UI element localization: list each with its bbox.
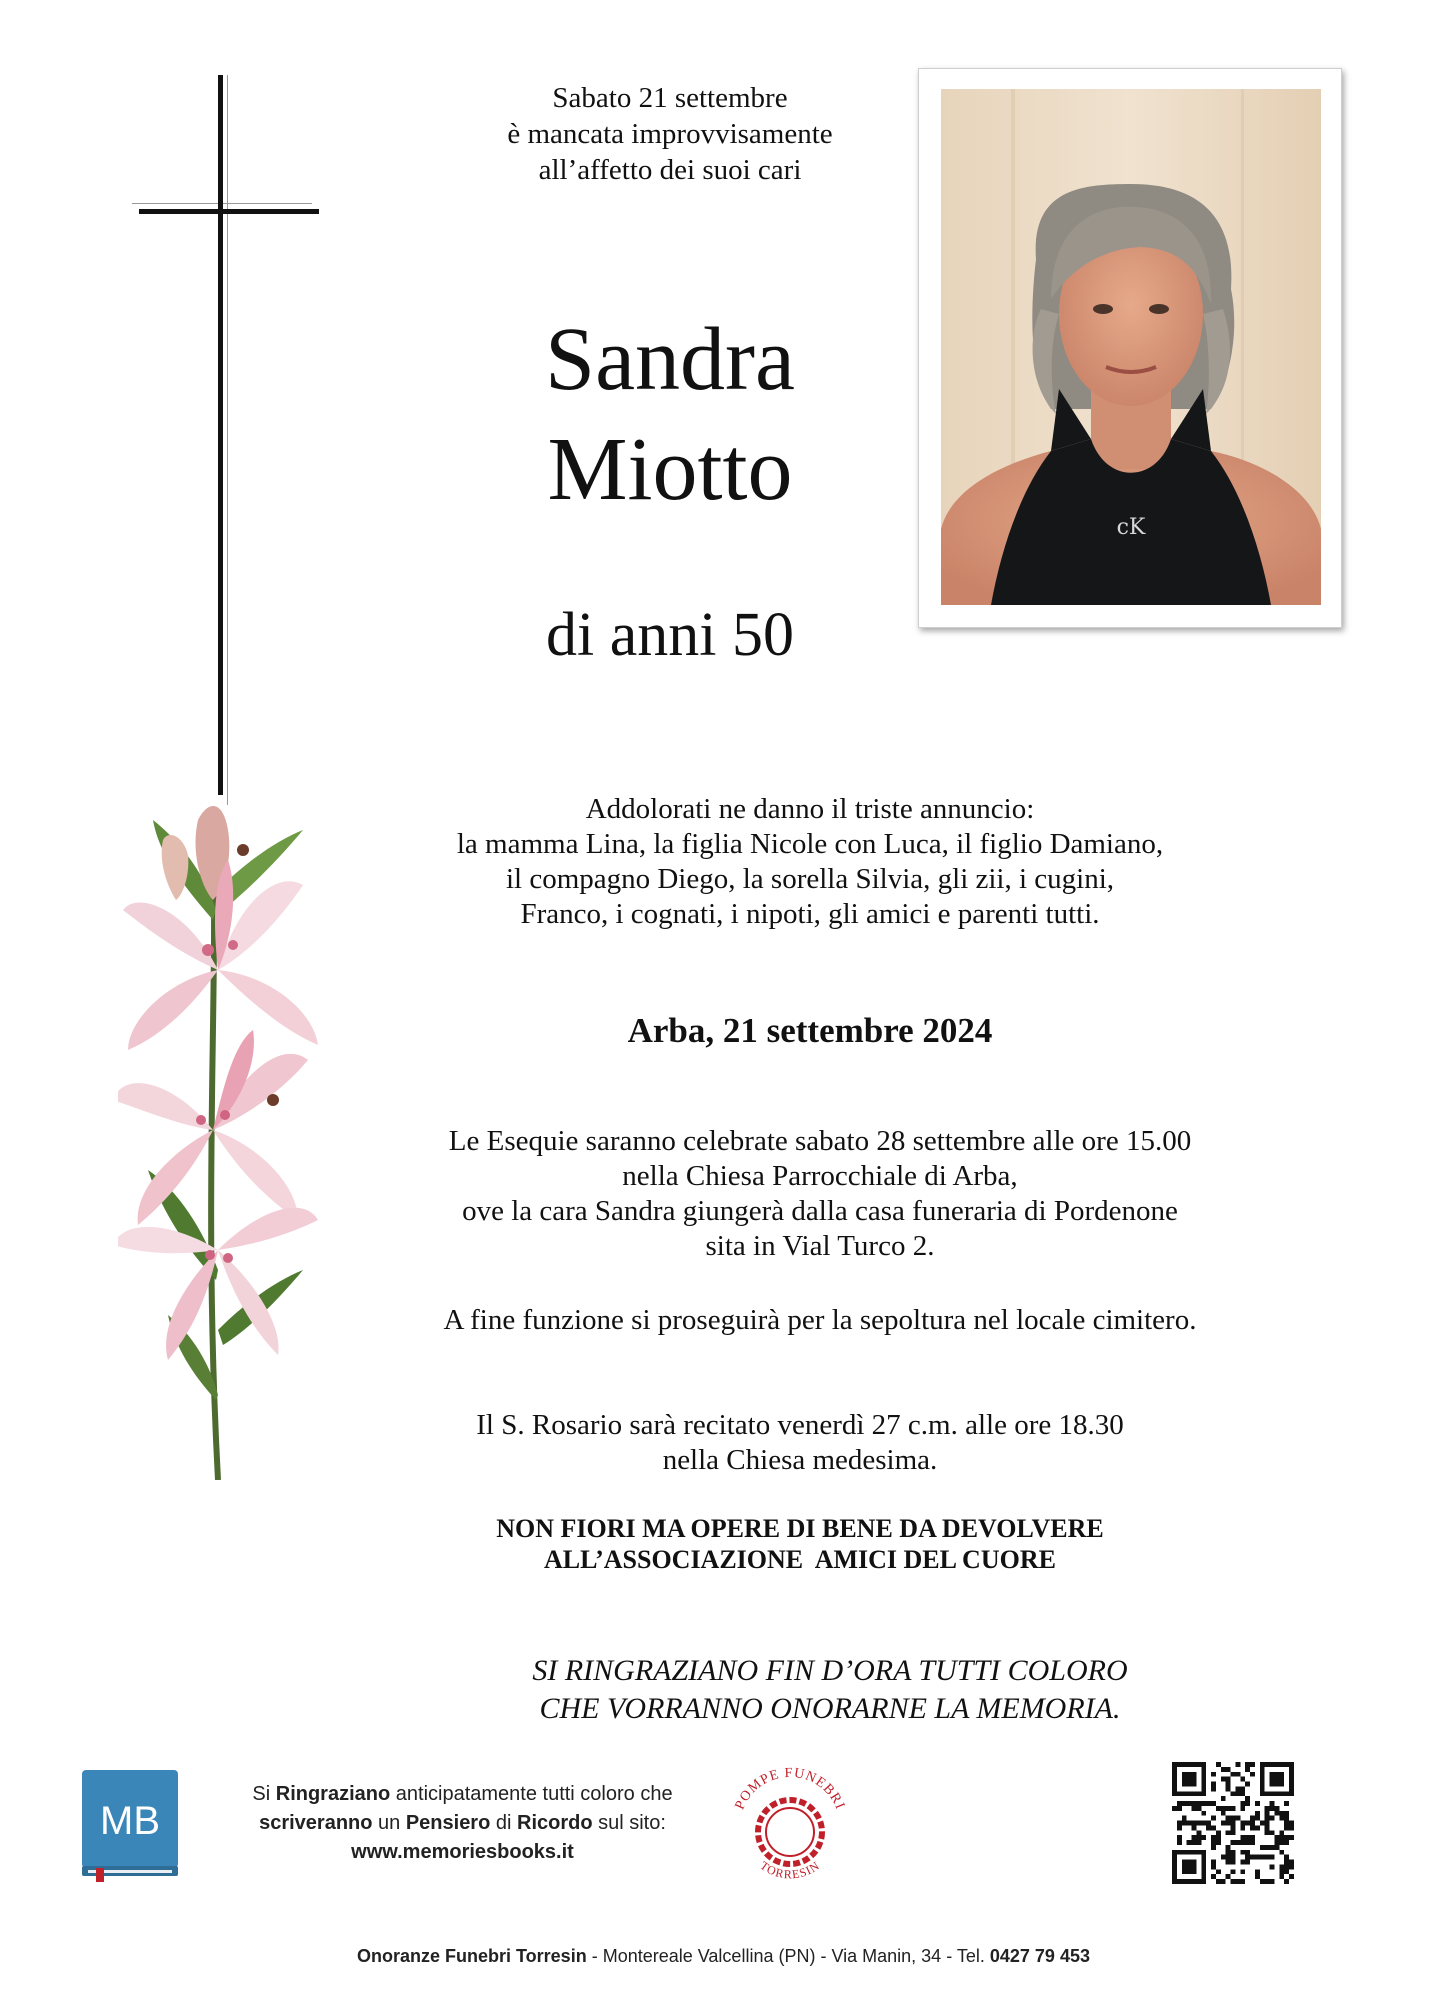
rosary-info [360, 1408, 1240, 1478]
age-text: di anni 50 [546, 601, 794, 669]
intro-line: Sabato 21 settembre [552, 82, 788, 114]
cross-bar [139, 209, 319, 214]
intro-line: è mancata improvvisamente [507, 118, 833, 150]
company-address: - Montereale Valcellina (PN) - Via Manin, 34 - Tel. [586, 1946, 990, 1966]
portrait-frame [918, 68, 1342, 628]
last-name: Miotto [547, 420, 793, 519]
donation-notice [440, 1513, 1160, 1575]
funeral-line: nella Chiesa Parrocchiale di Arba, [622, 1160, 1018, 1192]
cross-shadow-vertical [227, 75, 228, 805]
memoriesbooks-logo[interactable] [80, 1770, 180, 1882]
funeral-line: sita in Vial Turco 2. [705, 1230, 935, 1262]
lily-flowers-icon [118, 800, 328, 1480]
thanks-line: CHE VORRANNO ONORARNE LA MEMORIA. [539, 1692, 1121, 1725]
memoriesbooks-text: Si Ringraziano anticipatamente tutti coloro che scriveranno un Pensiero di Ricordo sul sito: www.memoriesbooks.it [205, 1780, 720, 1867]
announcement-line: Addolorati ne danno il triste annuncio: [585, 793, 1035, 825]
first-name: Sandra [545, 310, 795, 409]
svg-text:POMPE FUNEBRI: POMPE FUNEBRI [732, 1765, 848, 1813]
announcement-line: il compagno Diego, la sorella Silvia, gli zii, i cugini, [505, 863, 1115, 895]
svg-text:cK: cK [1116, 515, 1146, 540]
intro-line: all’affetto dei suoi cari [538, 154, 802, 186]
funeral-line: Le Esequie saranno celebrate sabato 28 settembre alle ore 15.00 [448, 1125, 1192, 1157]
pompe-funebri-seal-icon [725, 1752, 855, 1892]
funeral-info [360, 1124, 1280, 1264]
thanks-text [390, 1652, 1270, 1728]
announcement-text [360, 792, 1260, 932]
memoriesbooks-link[interactable]: www.memoriesbooks.it [351, 1841, 574, 1863]
rosary-line: Il S. Rosario sarà recitato venerdì 27 c.m. alle ore 18.30 [476, 1409, 1124, 1441]
donation-line: ALL’ASSOCIAZIONE AMICI DEL CUORE [544, 1545, 1056, 1574]
svg-text:TORRESIN: TORRESIN [757, 1858, 823, 1882]
announcement-line: la mamma Lina, la figlia Nicole con Luca, il figlio Damiano, [456, 828, 1164, 860]
company-phone[interactable]: 0427 79 453 [989, 1946, 1090, 1966]
logo-text: MB [100, 1799, 160, 1843]
deceased-name [440, 305, 900, 525]
qr-code-icon[interactable] [1172, 1762, 1294, 1884]
company-name: Onoranze Funebri Torresin [357, 1946, 587, 1966]
portrait-photo [941, 89, 1321, 605]
announcement-line: Franco, i cognati, i nipoti, gli amici e parenti tutti. [520, 898, 1100, 930]
funeral-line: ove la cara Sandra giungerà dalla casa funeraria di Pordenone [462, 1195, 1178, 1227]
rosary-line: nella Chiesa medesima. [662, 1444, 938, 1476]
place-date: Arba, 21 settembre 2024 [627, 1011, 993, 1050]
intro-text [440, 80, 900, 188]
thanks-line: SI RINGRAZIANO FIN D’ORA TUTTI COLORO [532, 1654, 1128, 1687]
cross-icon [218, 75, 223, 795]
footer-contact [200, 1946, 1247, 1967]
burial-info: A fine funzione si proseguirà per la sepoltura nel locale cimitero. [443, 1304, 1197, 1336]
donation-line: NON FIORI MA OPERE DI BENE DA DEVOLVERE [496, 1514, 1104, 1543]
